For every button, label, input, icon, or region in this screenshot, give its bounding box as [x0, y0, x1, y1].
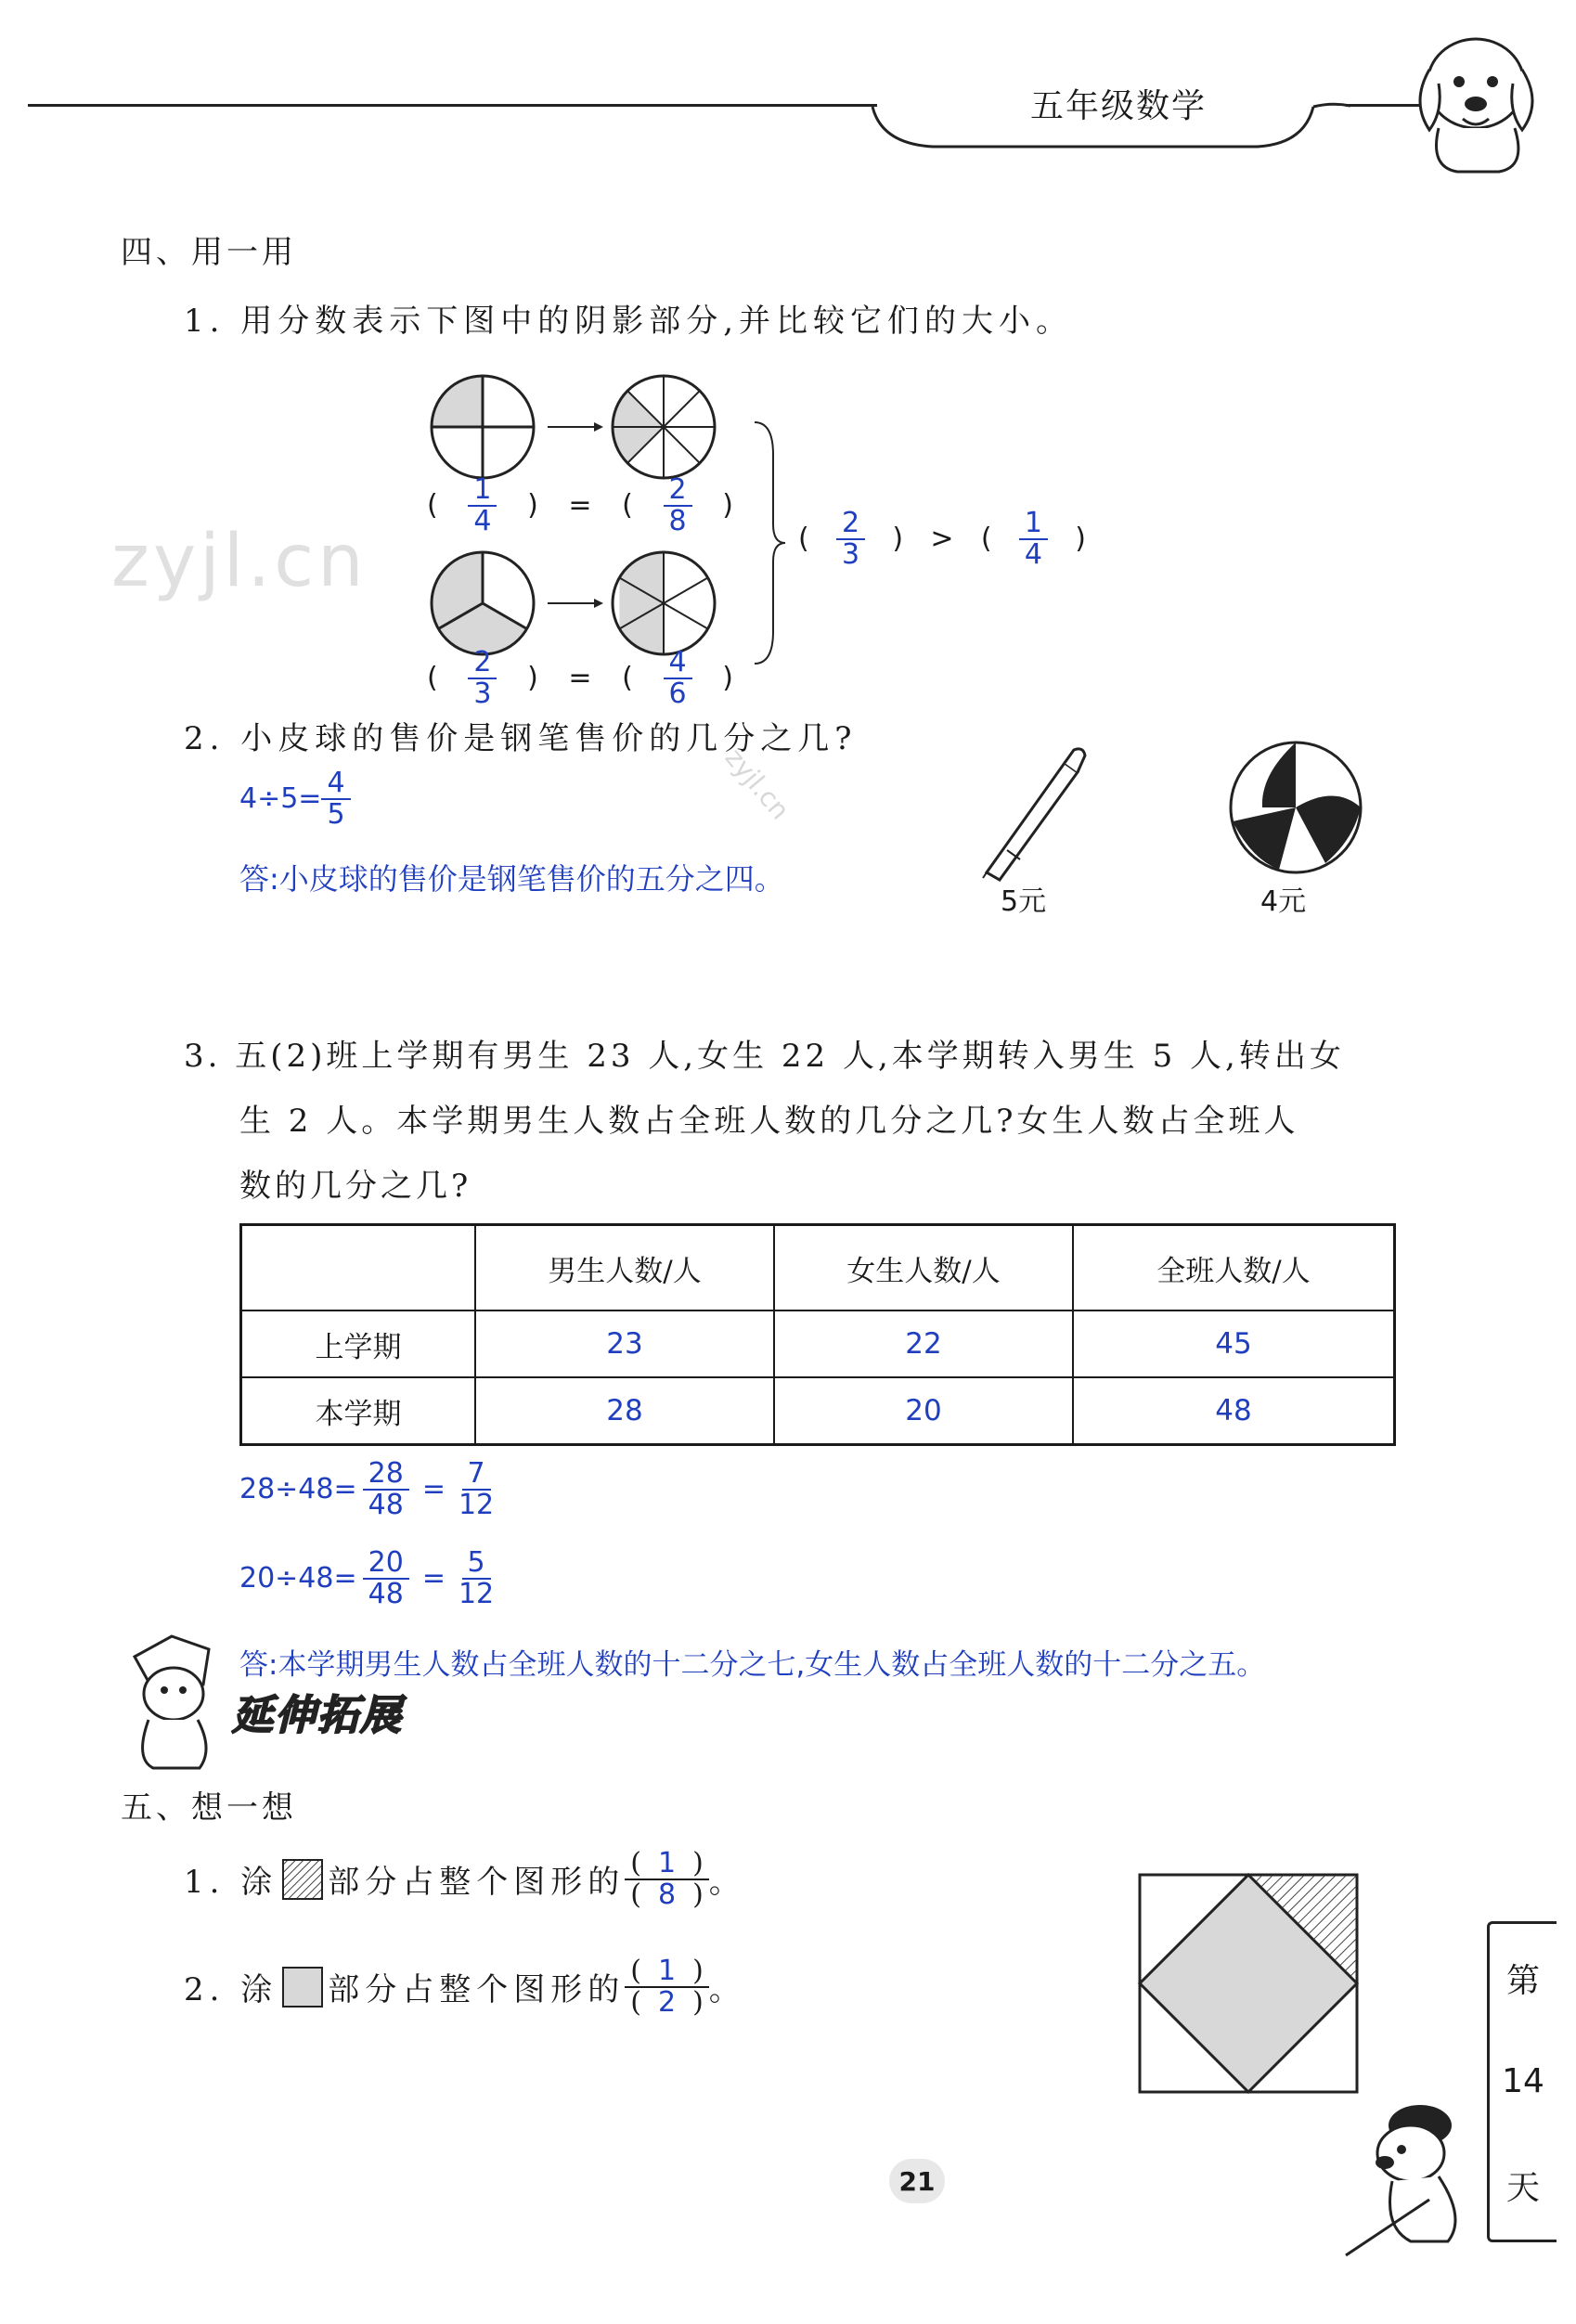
- circle-quarters: [432, 376, 534, 478]
- q3-answer: 答:本学期男生人数占全班人数的十二分之七,女生人数占全班人数的十二分之五。: [239, 1648, 1266, 1682]
- header-subject: 五年级数学: [1030, 87, 1208, 125]
- q2-prompt: 2. 小皮球的售价是钢笔售价的几分之几?: [184, 720, 858, 757]
- q1-row2-right-frac: $\frac{4}{6}$: [664, 648, 692, 708]
- table-header-cell: 男生人数/人: [475, 1225, 774, 1311]
- table-row-label: 上学期: [241, 1310, 476, 1377]
- page-number: 21: [889, 2159, 945, 2203]
- ball-icon: [1223, 738, 1372, 877]
- table-cell: 20: [774, 1377, 1073, 1445]
- dog-mascot-icon: [1402, 19, 1550, 176]
- q3-calc1-frac2: $\frac{7}{12}$: [458, 1457, 495, 1521]
- q3-prompt-line1: 3. 五(2)班上学期有男生 23 人,女生 22 人,本学期转入男生 5 人,转出女: [184, 1038, 1345, 1075]
- q1-row1-left-frac: $\frac{1}{4}$: [468, 475, 497, 536]
- q1-row2-left-frac: $\frac{2}{3}$: [468, 648, 497, 708]
- table-cell: 23: [475, 1310, 774, 1377]
- ball-price: 4元: [1260, 885, 1307, 918]
- table-header-cell: 女生人数/人: [774, 1225, 1073, 1311]
- q3-calc2: 20÷48= $\frac{20}{48}$ = $\frac{5}{12}$: [239, 1546, 495, 1610]
- s5-q2: 2. 涂 部分占整个图形的 ( 1 ) ( 2 ) 。: [184, 1955, 746, 2019]
- q2-calc: 4÷5= $\frac{4}{5}$: [239, 768, 351, 829]
- q3-calc2-frac2: $\frac{5}{12}$: [458, 1546, 495, 1610]
- circle-thirds: [432, 552, 534, 654]
- table-header-cell: 全班人数/人: [1073, 1225, 1395, 1311]
- q1-prompt: 1. 用分数表示下图中的阴影部分,并比较它们的大小。: [184, 303, 1074, 340]
- circle-sixths: [613, 552, 715, 654]
- q3-calc1-frac1: $\frac{28}{48}$: [363, 1459, 409, 1519]
- s5-q1-frac: ( 1 ) ( 8 ): [625, 1849, 709, 1909]
- header-rule-left: [28, 104, 877, 107]
- q3-prompt-line2: 生 2 人。本学期男生人数占全班人数的几分之几?女生人数占全班人: [239, 1103, 1299, 1140]
- q3-prompt-line3: 数的几分之几?: [239, 1168, 472, 1205]
- side-tab-line2: 14: [1502, 2062, 1544, 2101]
- table-header-row: [241, 1225, 1395, 1311]
- q3-calc1: 28÷48= $\frac{28}{48}$ = $\frac{7}{12}$: [239, 1457, 495, 1521]
- q1-compare-left-frac: $\frac{2}{3}$: [836, 509, 865, 569]
- table-header-cell: [241, 1225, 476, 1311]
- q3-calc2-frac1: $\frac{20}{48}$: [363, 1548, 409, 1608]
- section4-title: 四、用一用: [121, 234, 297, 271]
- extension-banner: 延伸拓展: [232, 1692, 403, 1739]
- dog-golfer-icon: [1337, 2079, 1494, 2265]
- q1-row2: ( $\frac{2}{3}$ ) = ( $\frac{4}{6}$ ): [427, 646, 733, 710]
- hatched-square-icon: [281, 1858, 324, 1901]
- pen-price: 5元: [1001, 885, 1047, 918]
- day-side-tab: [1487, 1921, 1557, 2242]
- q1-row1: ( $\frac{1}{4}$ ) = ( $\frac{2}{8}$ ): [427, 473, 733, 537]
- section5-title: 五、想一想: [121, 1789, 297, 1827]
- q2-calc-frac: $\frac{4}{5}$: [321, 768, 350, 829]
- watermark-large: zyjl.cn: [111, 520, 368, 603]
- pen-icon: [979, 742, 1091, 882]
- side-tab-line1: 第: [1505, 1961, 1540, 2000]
- table-cell: 48: [1073, 1377, 1395, 1445]
- side-tab-line3: 天: [1505, 2169, 1540, 2208]
- boy-mascot-icon: [116, 1629, 237, 1777]
- s5-q1: 1. 涂 部分占整个图形的 ( 1 ) ( 8 ) 。: [184, 1847, 746, 1911]
- gray-square-icon: [281, 1966, 324, 2008]
- table-row-label: 本学期: [241, 1377, 476, 1445]
- q3-table: [239, 1223, 1396, 1446]
- q1-brace: [750, 418, 787, 668]
- watermark-small: zyjl.cn: [718, 742, 796, 826]
- table-row: [241, 1310, 1395, 1377]
- table-cell: 22: [774, 1310, 1073, 1377]
- q1-row1-right-frac: $\frac{2}{8}$: [664, 475, 692, 536]
- q1-compare: ( $\frac{2}{3}$ ) > ( $\frac{1}{4}$ ): [798, 507, 1086, 571]
- square-diamond-figure: [1138, 1873, 1361, 2096]
- table-row: [241, 1377, 1395, 1445]
- circle-eighths: [613, 376, 715, 478]
- q1-compare-right-frac: $\frac{1}{4}$: [1019, 509, 1048, 569]
- table-cell: 45: [1073, 1310, 1395, 1377]
- q2-answer: 答:小皮球的售价是钢笔售价的五分之四。: [239, 861, 784, 897]
- s5-q2-frac: ( 1 ) ( 2 ): [625, 1956, 709, 2017]
- table-cell: 28: [475, 1377, 774, 1445]
